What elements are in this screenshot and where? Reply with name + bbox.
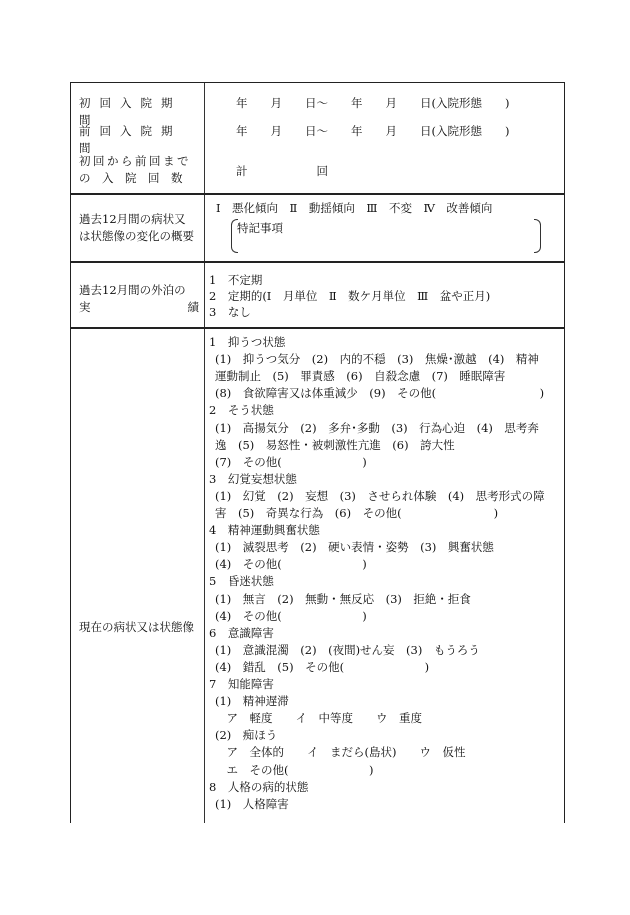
- change-summary-options[interactable]: Ⅰ 悪化傾向 Ⅱ 動揺傾向 Ⅲ 不変 Ⅳ 改善傾向: [216, 201, 493, 215]
- state-item-line[interactable]: 運動制止 (5) 罪責感 (6) 自殺念慮 (7) 睡眠障害: [215, 369, 506, 384]
- state-item-line[interactable]: ア 軽度 イ 中等度 ウ 重度: [215, 711, 422, 726]
- admission-count-value[interactable]: 計 回: [236, 164, 328, 178]
- prev-admission-value[interactable]: 年 月 日〜 年 月 日(入院形態 ): [236, 124, 510, 138]
- state-item-line[interactable]: 逸 (5) 易怒性・被刺激性亢進 (6) 誇大性: [215, 437, 455, 452]
- state-item-line[interactable]: (4) その他( ): [215, 557, 367, 572]
- state-item-line[interactable]: (1) 幻覚 (2) 妄想 (3) させられ体験 (4) 思考形式の障: [215, 488, 545, 503]
- state-category[interactable]: 2 そう状態: [209, 403, 274, 418]
- label-text: 現在の病状又は状態像: [79, 620, 194, 634]
- state-item-line[interactable]: (7) その他( ): [215, 454, 367, 469]
- state-item-line[interactable]: (4) 錯乱 (5) その他( ): [215, 659, 430, 674]
- bracket-right: [534, 219, 541, 253]
- row-divider: [71, 327, 564, 329]
- state-item-line[interactable]: (1) 無言 (2) 無動・無反応 (3) 拒絶・拒食: [215, 591, 471, 606]
- overnight-option[interactable]: 3 なし: [209, 305, 251, 319]
- label-line: 過去12月間の病状又: [79, 212, 186, 226]
- state-item-line[interactable]: 害 (5) 奇異な行為 (6) その他( ): [215, 506, 499, 520]
- overnight-option[interactable]: 2 定期的(Ⅰ 月単位 Ⅱ 数ケ月単位 Ⅲ 盆や正月): [209, 289, 491, 303]
- state-item-line[interactable]: ア 全体的 イ まだら(島状) ウ 仮性: [215, 745, 466, 760]
- label-line: [79, 299, 199, 316]
- label-text: 前回入院期間: [79, 124, 182, 155]
- label-text: 実: [79, 300, 91, 314]
- label-line: の 入 院 回 数: [79, 171, 183, 185]
- row-divider: [71, 261, 564, 263]
- admission-count-label: [79, 153, 199, 187]
- form-table: [70, 82, 565, 823]
- change-summary-label: [79, 211, 199, 245]
- first-admission-value[interactable]: 年 月 日〜 年 月 日(入院形態 ): [236, 96, 510, 110]
- overnight-option[interactable]: 1 不定期: [209, 273, 263, 287]
- state-category[interactable]: 3 幻覚妄想状態: [209, 471, 297, 486]
- state-item-line[interactable]: (1) 人格障害: [215, 796, 289, 811]
- label-text: 績: [187, 300, 199, 314]
- state-item-line[interactable]: (1) 滅裂思考 (2) 硬い表情・姿勢 (3) 興奮状態: [215, 540, 494, 555]
- state-category[interactable]: 1 抑うつ状態: [209, 335, 286, 349]
- state-category[interactable]: 7 知能障害: [209, 677, 274, 691]
- state-category[interactable]: 8 人格の病的状態: [209, 779, 309, 794]
- state-item-line[interactable]: (2) 痴ほう: [215, 728, 278, 743]
- state-item-line[interactable]: エ その他( ): [215, 762, 374, 777]
- special-notes-label: 特記事項: [237, 221, 283, 235]
- row-divider: [71, 193, 564, 195]
- overnight-label: [79, 282, 199, 316]
- state-category[interactable]: 4 精神運動興奮状態: [209, 523, 320, 538]
- state-item-line[interactable]: (1) 精神遅滞: [215, 694, 289, 709]
- state-category[interactable]: 5 昏迷状態: [209, 574, 274, 589]
- state-item-line[interactable]: (1) 高揚気分 (2) 多弁･多動 (3) 行為心迫 (4) 思考奔: [215, 420, 539, 435]
- state-item-line[interactable]: (4) その他( ): [215, 608, 367, 623]
- current-state-label: [79, 619, 199, 636]
- state-item-line[interactable]: (1) 抑うつ気分 (2) 内的不穏 (3) 焦燥･激越 (4) 精神: [215, 352, 539, 367]
- label-line: 過去12月間の外泊の: [79, 283, 186, 297]
- label-text: 初回入院期間: [79, 96, 182, 127]
- state-category[interactable]: 6 意識障害: [209, 625, 274, 640]
- state-item-line[interactable]: (8) 食欲障害又は体重減少 (9) その他( ): [215, 386, 545, 401]
- state-item-line[interactable]: (1) 意識混濁 (2) (夜間)せん妄 (3) もうろう: [215, 642, 480, 657]
- special-notes-box[interactable]: [231, 219, 541, 253]
- prev-admission-label: [79, 123, 199, 157]
- label-line: は状態像の変化の概要: [79, 229, 194, 243]
- label-line: 初回から前回まで: [79, 154, 191, 168]
